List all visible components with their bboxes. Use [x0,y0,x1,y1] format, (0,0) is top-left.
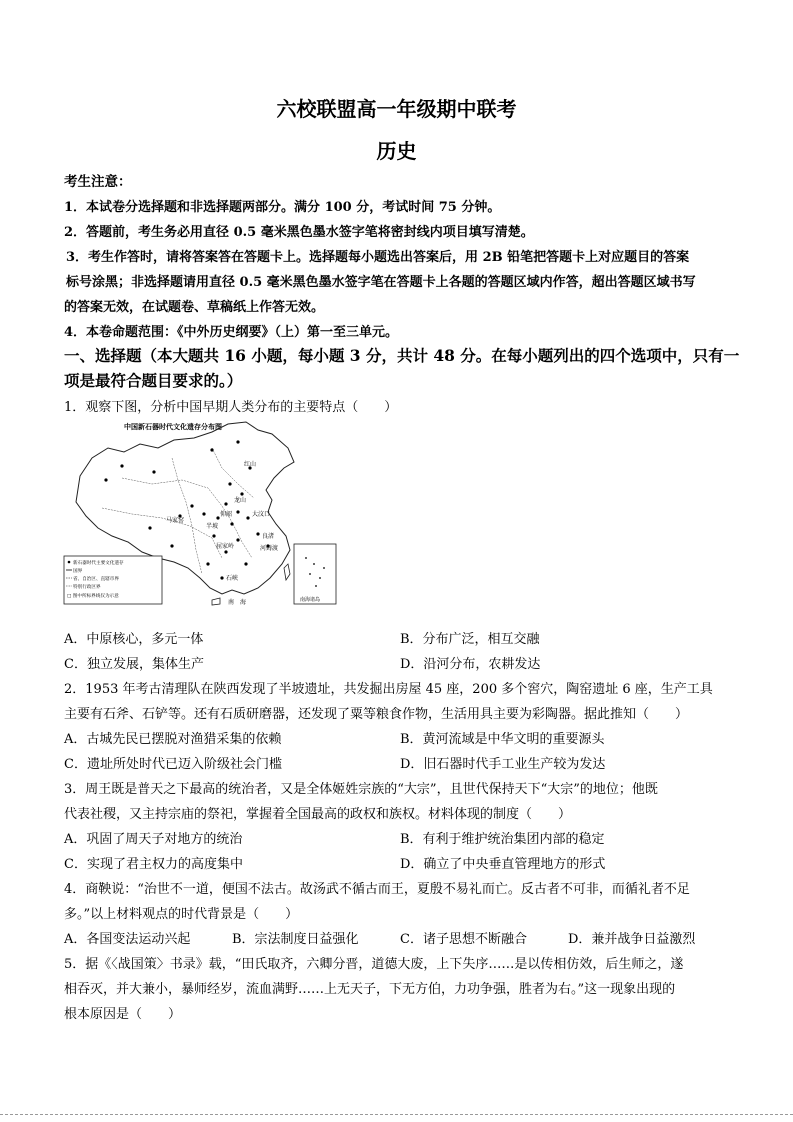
q4-option-c[interactable]: C．诸子思想不断融合 [400,932,527,947]
question-3-stem-cont: 代表社稷，又主持宗庙的祭祀，掌握着全国最高的政权和族权。材料体现的制度（ ） [64,807,572,822]
question-5-stem-cont: 相吞灭，并大兼小，暴师经岁，流血满野……上无天子，下无方伯，力功争强，胜者为右。”这一现象出现的 [64,982,676,997]
q1-option-c[interactable]: C．独立发展，集体生产 [64,657,204,672]
section-1-heading: 一、选择题（本大题共 16 小题，每小题 3 分，共计 48 分。在每小题列出的四个选项中，只有一 [64,346,740,365]
question-2-stem: 2．1953 年考古清理队在陕西发现了半坡遗址，共发掘出房屋 45 座，200 多个窖穴，陶窑遗址 6 座，生产工具 [64,682,713,697]
page-bottom-divider [0,1114,793,1115]
legend-item-3: 省、自治区、直辖市界 [73,577,119,582]
map-label-longshan: 龙山 [234,497,247,504]
q3-option-a[interactable]: A．巩固了周天子对地方的统治 [64,832,243,847]
legend-item-5: □ 图中所标界线仅为示意 [67,594,119,599]
question-4-stem: 4．商鞅说：“治世不一道，便国不法古。故汤武不循古而王，夏殷不易礼而亡。反古者不可非，而循礼者不足 [64,882,690,897]
province-line [212,448,257,498]
map-label-qujialing: 屈家岭 [216,543,235,550]
q1-option-d[interactable]: D．沿河分布，农耕发达 [400,657,541,672]
q3-option-b[interactable]: B．有利于维护统治集团内部的稳定 [400,832,605,847]
map-label-banpo: 半坡 [206,523,219,530]
notice-item-3: 3．考生作答时，请将答案答在答题卡上。选择题每小题选出答案后，用 2B 铅笔把答题卡上对应题目的答案 [66,250,690,265]
q2-option-d[interactable]: D．旧石器时代手工业生产较为发达 [400,757,606,772]
notice-item-1: 1．本试卷分选择题和非选择题两部分。满分 100 分，考试时间 75 分钟。 [64,200,501,215]
neolithic-sites-map [62,418,348,608]
map-label-majiayao: 马家窑 [166,517,185,524]
south-sea-inset [294,544,336,604]
question-5-stem: 5．据《〈战国策〉书录》载，“田氏取齐，六卿分晋，道德大废，上下失序……是以传相仿效，后生师之，遂 [64,957,684,972]
map-sea-label: 南 海 [228,599,247,606]
q4-option-b[interactable]: B．宗法制度日益强化 [232,932,359,947]
map-label-yangshao: 仰韶 [220,511,233,518]
question-3-stem: 3．周王既是普天之下最高的统治者，又是全体姬姓宗族的“大宗”，且世代保持天下“大宗”的地位；他既 [64,782,658,797]
question-2-stem-cont: 主要有石斧、石铲等。还有石质研磨器，还发现了粟等粮食作物，生活用具主要为彩陶器。据此推知（ ） [64,707,689,722]
q2-option-a[interactable]: A．古城先民已摆脱对渔猎采集的依赖 [64,732,282,747]
q3-option-c[interactable]: C．实现了君主权力的高度集中 [64,857,243,872]
question-5-stem-end: 根本原因是（ ） [64,1007,182,1022]
map-label-liangzhu: 良渚 [262,533,275,540]
q1-option-b[interactable]: B．分布广泛，相互交融 [400,632,540,647]
q2-option-b[interactable]: B．黄河流域是中华文明的重要源头 [400,732,605,747]
section-1-heading-cont: 项是最符合题目要求的。） [64,371,243,390]
exam-subject: 历史 [376,139,417,163]
q4-option-d[interactable]: D．兼并战争日益激烈 [568,932,696,947]
map-title: 中国新石器时代文化遗存分布图 [124,423,222,431]
exam-title: 六校联盟高一年级期中联考 [276,97,517,121]
legend-item-2: 国界 [73,569,83,574]
taiwan-outline [284,564,290,580]
question-4-stem-cont: 多。”以上材料观点的时代背景是（ ） [64,907,299,922]
legend-item-1: 新石器时代主要文化遗存 [73,561,124,566]
map-label-hongshan: 红山 [244,461,257,468]
legend-site-icon [68,561,71,564]
legend-item-4: 特别行政区界 [73,585,101,590]
q2-option-c[interactable]: C．遗址所处时代已迈入阶级社会门槛 [64,757,282,772]
map-label-hemudu: 河姆渡 [260,545,279,552]
q4-option-a[interactable]: A．各国变法运动兴起 [64,932,191,947]
notice-item-3-end: 的答案无效，在试题卷、草稿纸上作答无效。 [64,300,325,315]
china-map-figure [62,418,348,608]
question-1-stem: 1．观察下图，分析中国早期人类分布的主要特点（ ） [64,400,398,415]
notice-item-4: 4．本卷命题范围：《中外历史纲要》（上）第一至三单元。 [64,325,399,340]
province-line [172,458,202,574]
notice-heading: 考生注意： [64,174,132,190]
map-label-shixia: 石峡 [226,575,239,582]
hainan-outline [212,598,220,605]
q1-option-a[interactable]: A．中原核心，多元一体 [64,632,204,647]
q3-option-d[interactable]: D．确立了中央垂直管理地方的形式 [400,857,606,872]
inset-label: 南海诸岛 [300,597,321,603]
map-label-dawenkou: 大汶口 [252,511,271,518]
notice-item-2: 2．答题前，考生务必用直径 0.5 毫米黑色墨水签字笔将密封线内项目填写清楚。 [64,225,534,240]
notice-item-3-cont: 标号涂黑；非选择题请用直径 0.5 毫米黑色墨水签字笔在答题卡上各题的答题区域内作答，超出答题区域书写 [66,275,696,290]
